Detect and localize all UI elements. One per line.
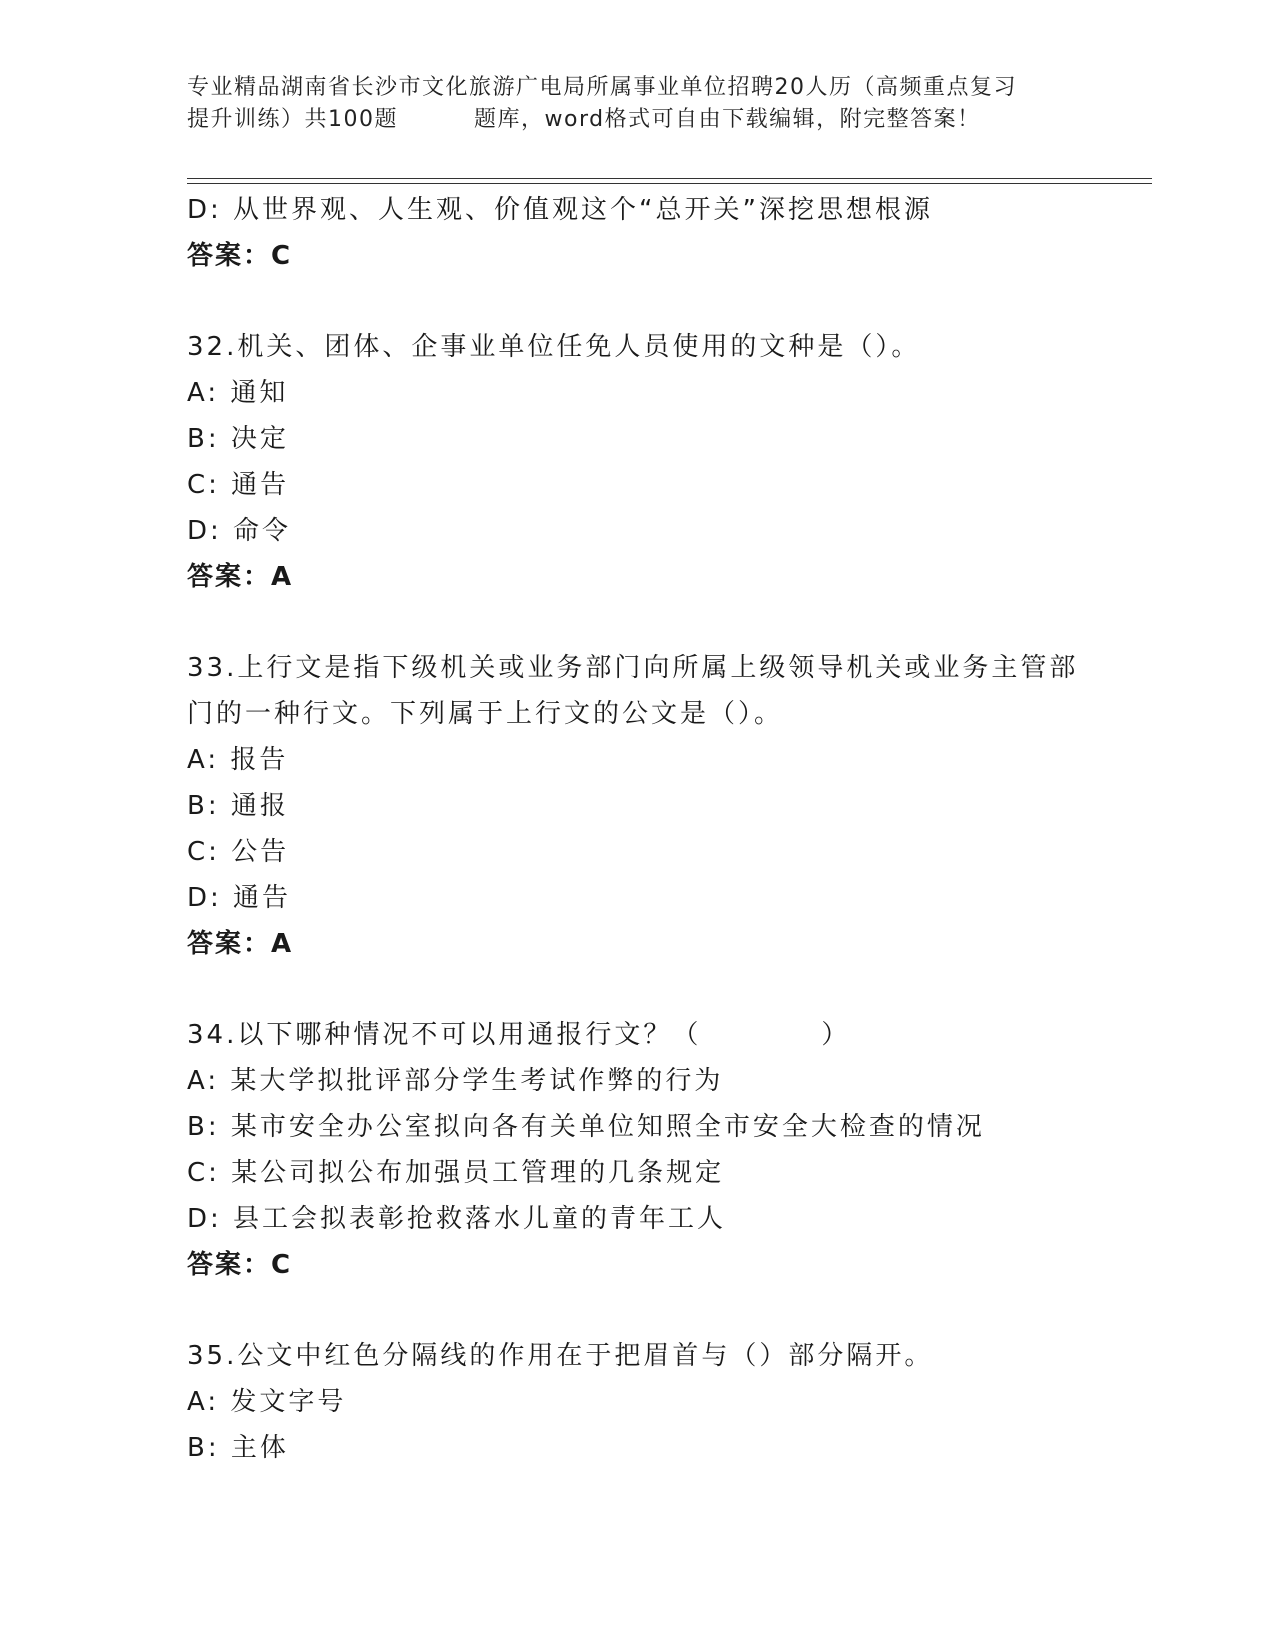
question-stem: 32.机关、团体、企事业单位任免人员使用的文种是（）。: [187, 332, 921, 362]
option-a: A: 通知: [187, 378, 289, 408]
option-c: C: 通告: [187, 470, 290, 500]
option-c: C: 某公司拟公布加强员工管理的几条规定: [187, 1158, 725, 1188]
header-divider-thick: [187, 178, 1152, 179]
question-stem: 35.公文中红色分隔线的作用在于把眉首与（）部分隔开。: [187, 1341, 934, 1371]
option-a: A: 发文字号: [187, 1387, 347, 1417]
question-stem-line-1: 33.上行文是指下级机关或业务部门向所属上级领导机关或业务主管部: [187, 653, 1079, 683]
option-d: D: 县工会拟表彰抢救落水儿童的青年工人: [187, 1204, 727, 1234]
header-line-1: 专业精品湖南省长沙市文化旅游广电局所属事业单位招聘20人历（高频重点复习: [187, 75, 1017, 100]
option-a: A: 某大学拟批评部分学生考试作弊的行为: [187, 1066, 724, 1096]
option-b: B: 通报: [187, 791, 289, 821]
option-d: D: 从世界观、人生观、价值观这个“总开关”深挖思想根源: [187, 195, 933, 225]
option-c: C: 公告: [187, 837, 290, 867]
answer: 答案：C: [187, 1250, 293, 1280]
question-stem-end: ）: [821, 1020, 851, 1050]
answer: 答案：C: [187, 241, 293, 271]
question-34: [187, 1012, 1087, 1288]
option-b: B: 决定: [187, 424, 289, 454]
page-header: [187, 72, 1087, 136]
header-line-2-part-1: 提升训练）共100题: [187, 107, 398, 132]
question-stem-start: 34.以下哪种情况不可以用通报行文？（: [187, 1020, 702, 1050]
question-stem: [187, 1012, 1087, 1058]
question-33: [187, 645, 1087, 967]
prev-question-tail: [187, 187, 1087, 279]
answer: 答案：A: [187, 929, 294, 959]
option-d: D: 通告: [187, 883, 292, 913]
question-stem-line-2: 门的一种行文。下列属于上行文的公文是（）。: [187, 699, 784, 729]
header-line-2: [187, 104, 1087, 136]
option-b: B: 主体: [187, 1433, 289, 1463]
question-35: [187, 1333, 1087, 1471]
option-b: B: 某市安全办公室拟向各有关单位知照全市安全大检查的情况: [187, 1112, 985, 1142]
answer: 答案：A: [187, 562, 294, 592]
option-d: D: 命令: [187, 516, 292, 546]
header-divider-thin: [187, 183, 1152, 184]
question-32: [187, 324, 1087, 600]
option-a: A: 报告: [187, 745, 289, 775]
header-line-2-part-2: 题库，word格式可自由下载编辑，附完整答案！: [474, 107, 981, 132]
question-list: [187, 187, 1087, 1471]
